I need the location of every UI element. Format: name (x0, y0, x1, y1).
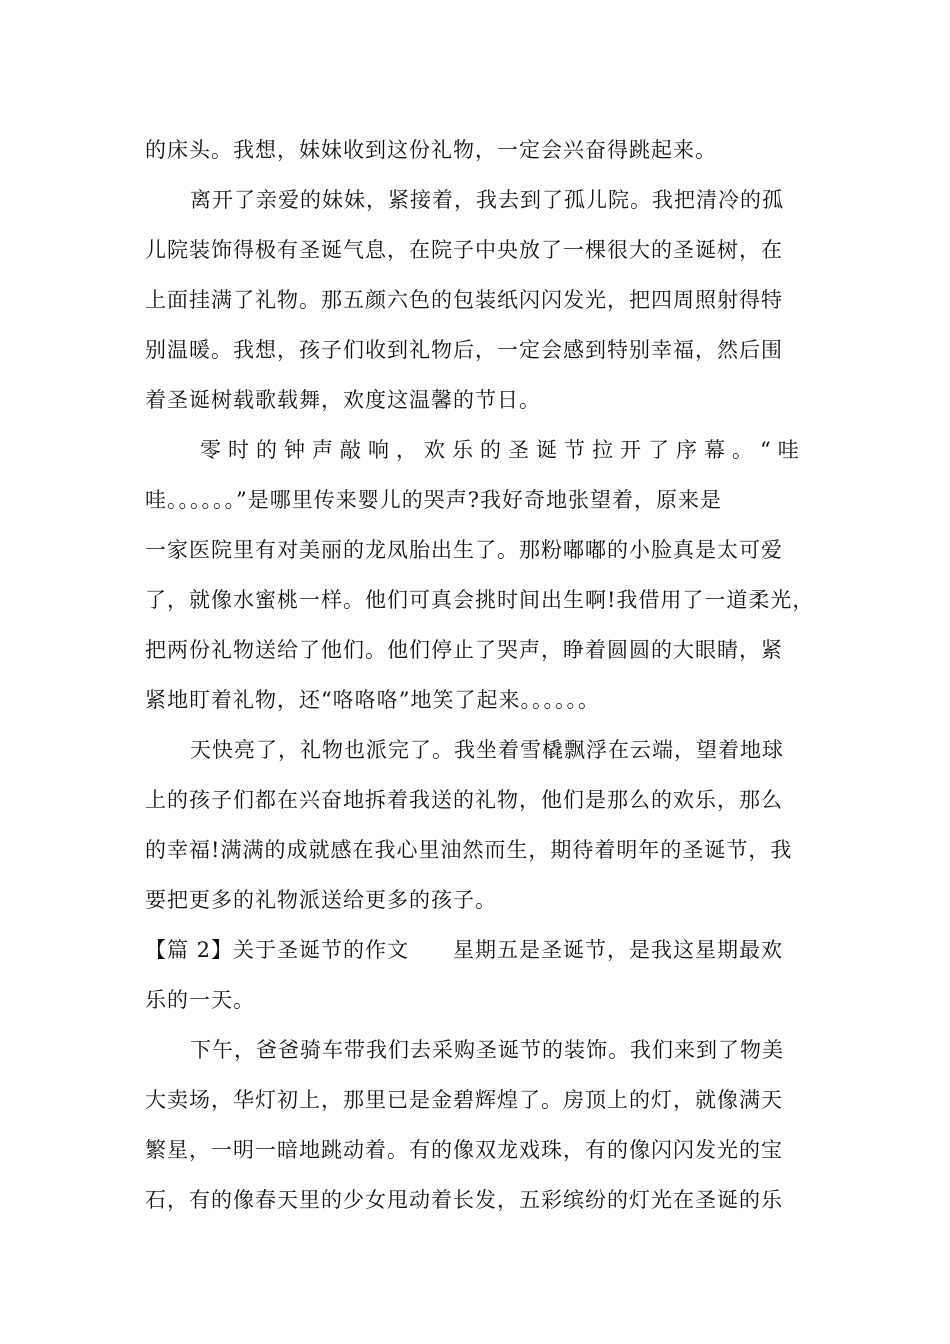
text-line: 上面挂满了礼物。那五颜六色的包装纸闪闪发光，把四周照射得特 (145, 288, 783, 312)
paragraph-first-line: 天快亮了，礼物也派完了。我坐着雪橇飘浮在云端，望着地球 (190, 738, 784, 762)
text-line: 了，就像水蜜桃一样。他们可真会挑时间出生啊!我借用了一道柔光， (145, 588, 815, 612)
text-line: 大卖场，华灯初上，那里已是金碧辉煌了。房顶上的灯，就像满天 (145, 1088, 783, 1112)
text-line: 的幸福!满满的成就感在我心里油然而生，期待着明年的圣诞节，我 (145, 838, 793, 862)
paragraph-first-line: 零时的钟声敲响，欢乐的圣诞节拉开了序幕。“哇 (200, 438, 806, 462)
text-line: 儿院装饰得极有圣诞气息，在院子中央放了一棵很大的圣诞树，在 (145, 238, 783, 262)
paragraph-first-line: 离开了亲爱的妹妹，紧接着，我去到了孤儿院。我把清冷的孤 (190, 188, 784, 212)
text-line: 把两份礼物送给了他们。他们停止了哭声，睁着圆圆的大眼睛，紧 (145, 638, 783, 662)
paragraph-first-line: 下午，爸爸骑车带我们去采购圣诞节的装饰。我们来到了物美 (190, 1038, 784, 1062)
section-heading-line: 【篇 2】关于圣诞节的作文 星期五是圣诞节，是我这星期最欢 (145, 938, 784, 962)
text-line: 繁星，一明一暗地跳动着。有的像双龙戏珠，有的像闪闪发光的宝 (145, 1138, 783, 1162)
text-line: 上的孩子们都在兴奋地拆着我送的礼物，他们是那么的欢乐，那么 (145, 788, 783, 812)
text-line: 紧地盯着礼物，还“咯咯咯”地笑了起来。。。。。。 (145, 688, 600, 712)
text-line: 石，有的像春天里的少女甩动着长发，五彩缤纷的灯光在圣诞的乐 (145, 1188, 783, 1212)
text-line: 着圣诞树载歌载舞，欢度这温馨的节日。 (145, 388, 541, 412)
text-line: 要把更多的礼物派送给更多的孩子。 (145, 888, 497, 912)
text-line: 一家医院里有对美丽的龙凤胎出生了。那粉嘟嘟的小脸真是太可爱 (145, 538, 783, 562)
text-line: 哇。。。。。。”是哪里传来婴儿的哭声?我好奇地张望着，原来是 (145, 488, 722, 512)
text-line: 的床头。我想，妹妹收到这份礼物，一定会兴奋得跳起来。 (145, 138, 717, 162)
text-line: 乐的一天。 (145, 988, 255, 1012)
text-line: 别温暖。我想，孩子们收到礼物后，一定会感到特别幸福，然后围 (145, 338, 783, 362)
